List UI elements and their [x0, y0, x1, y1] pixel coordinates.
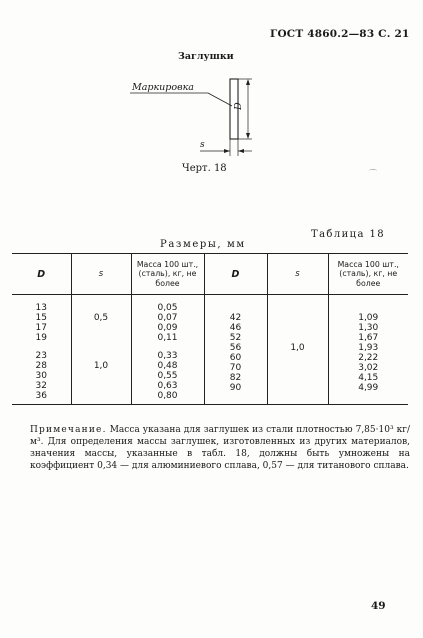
table-cell: 82 [229, 373, 242, 383]
dim-arrow-bottom [246, 133, 250, 139]
header-s-right: s [267, 254, 328, 295]
table-cell: 1,30 [358, 323, 379, 333]
table-cell: 32 [35, 381, 47, 391]
table-cell: 70 [229, 363, 242, 373]
dim-s-arrow-right [238, 149, 244, 153]
table-cell: 0,80 [157, 391, 178, 401]
cell-s-right [267, 295, 328, 405]
table-cell: 1,67 [358, 333, 379, 343]
table-cell: 15 [35, 313, 47, 323]
table-cell: 42 [229, 313, 242, 323]
table-body-row [12, 295, 408, 405]
dim-arrow-top [246, 79, 250, 85]
table-cell: 36 [35, 391, 47, 401]
table-cell: 1,09 [358, 313, 379, 323]
table-cell: 0,07 [157, 313, 178, 323]
table-cell: 0,5 [93, 313, 109, 323]
page-number: 49 [371, 600, 386, 612]
page-header: ГОСТ 4860.2—83 С. 21 [270, 28, 410, 40]
table-cell: 46 [229, 323, 242, 333]
dim-D-label: D [233, 102, 244, 110]
note-prefix: Примечание. [30, 425, 107, 435]
table-cell: 3,02 [358, 363, 379, 373]
table-cell: 0,55 [157, 371, 178, 381]
cell-mass-left [131, 295, 204, 405]
table-cell: 4,99 [358, 383, 379, 393]
table-cell: 90 [229, 383, 242, 393]
cell-D-right [204, 295, 267, 405]
table-cell: 23 [35, 351, 47, 361]
table-cell: 0,63 [157, 381, 178, 391]
table-cell: 19 [35, 333, 47, 343]
header-D-right: D [204, 254, 267, 295]
dim-s-arrow-left [224, 149, 230, 153]
cell-mass-right [328, 295, 408, 405]
table-subtitle: Размеры, мм [160, 239, 246, 250]
cell-D-left [12, 295, 71, 405]
figure-caption: Черт. 18 [182, 163, 227, 174]
table-cell: 0,48 [157, 361, 178, 371]
table-cell: 60 [229, 353, 242, 363]
marking-label: Маркировка [132, 82, 194, 93]
table-cell: 28 [35, 361, 47, 371]
figure-title: Заглушки [178, 51, 234, 62]
table-header-row [12, 254, 408, 295]
header-s-left: s [71, 254, 131, 295]
cell-s-left [71, 295, 131, 405]
table-cell: 17 [35, 323, 47, 333]
stray-mark: ⌒ [369, 169, 377, 178]
table-cell: 2,22 [358, 353, 379, 363]
table-cell: 52 [229, 333, 242, 343]
table-cell: 0,33 [157, 351, 178, 361]
table-cell: 0,05 [157, 303, 178, 313]
table-cell: 4,15 [358, 373, 379, 383]
note-text: Масса указана для заглушек из стали плотностью 7,85·10³ кг/м³. Для определения массы заглушек, изготовленных из других материалов, значения массы, указанные в табл. 18, должны быть умножены на коэффициент 0,34 — для алюминиевого сплава, 0,57 — для титанового сплава. [30, 425, 410, 471]
dim-s-label: s [200, 140, 205, 150]
table-cell: 56 [229, 343, 242, 353]
table-cell: 0,11 [157, 333, 178, 343]
table-cell: 1,0 [93, 361, 109, 371]
table-cell: 30 [35, 371, 47, 381]
marking-leader-line [208, 93, 232, 106]
table-cell: 0,09 [157, 323, 178, 333]
header-D-left: D [12, 254, 71, 295]
table-cell: 1,93 [358, 343, 379, 353]
header-mass-left: Масса 100 шт., (сталь), кг, не более [131, 254, 204, 295]
table-title: Таблица 18 [311, 229, 385, 240]
dimensions-table [12, 253, 408, 405]
table-cell: 13 [35, 303, 47, 313]
plug-drawing [128, 66, 268, 162]
header-mass-right: Масса 100 шт., (сталь), кг, не более [328, 254, 408, 295]
table-cell: 1,0 [290, 343, 305, 353]
table-note [30, 424, 410, 472]
